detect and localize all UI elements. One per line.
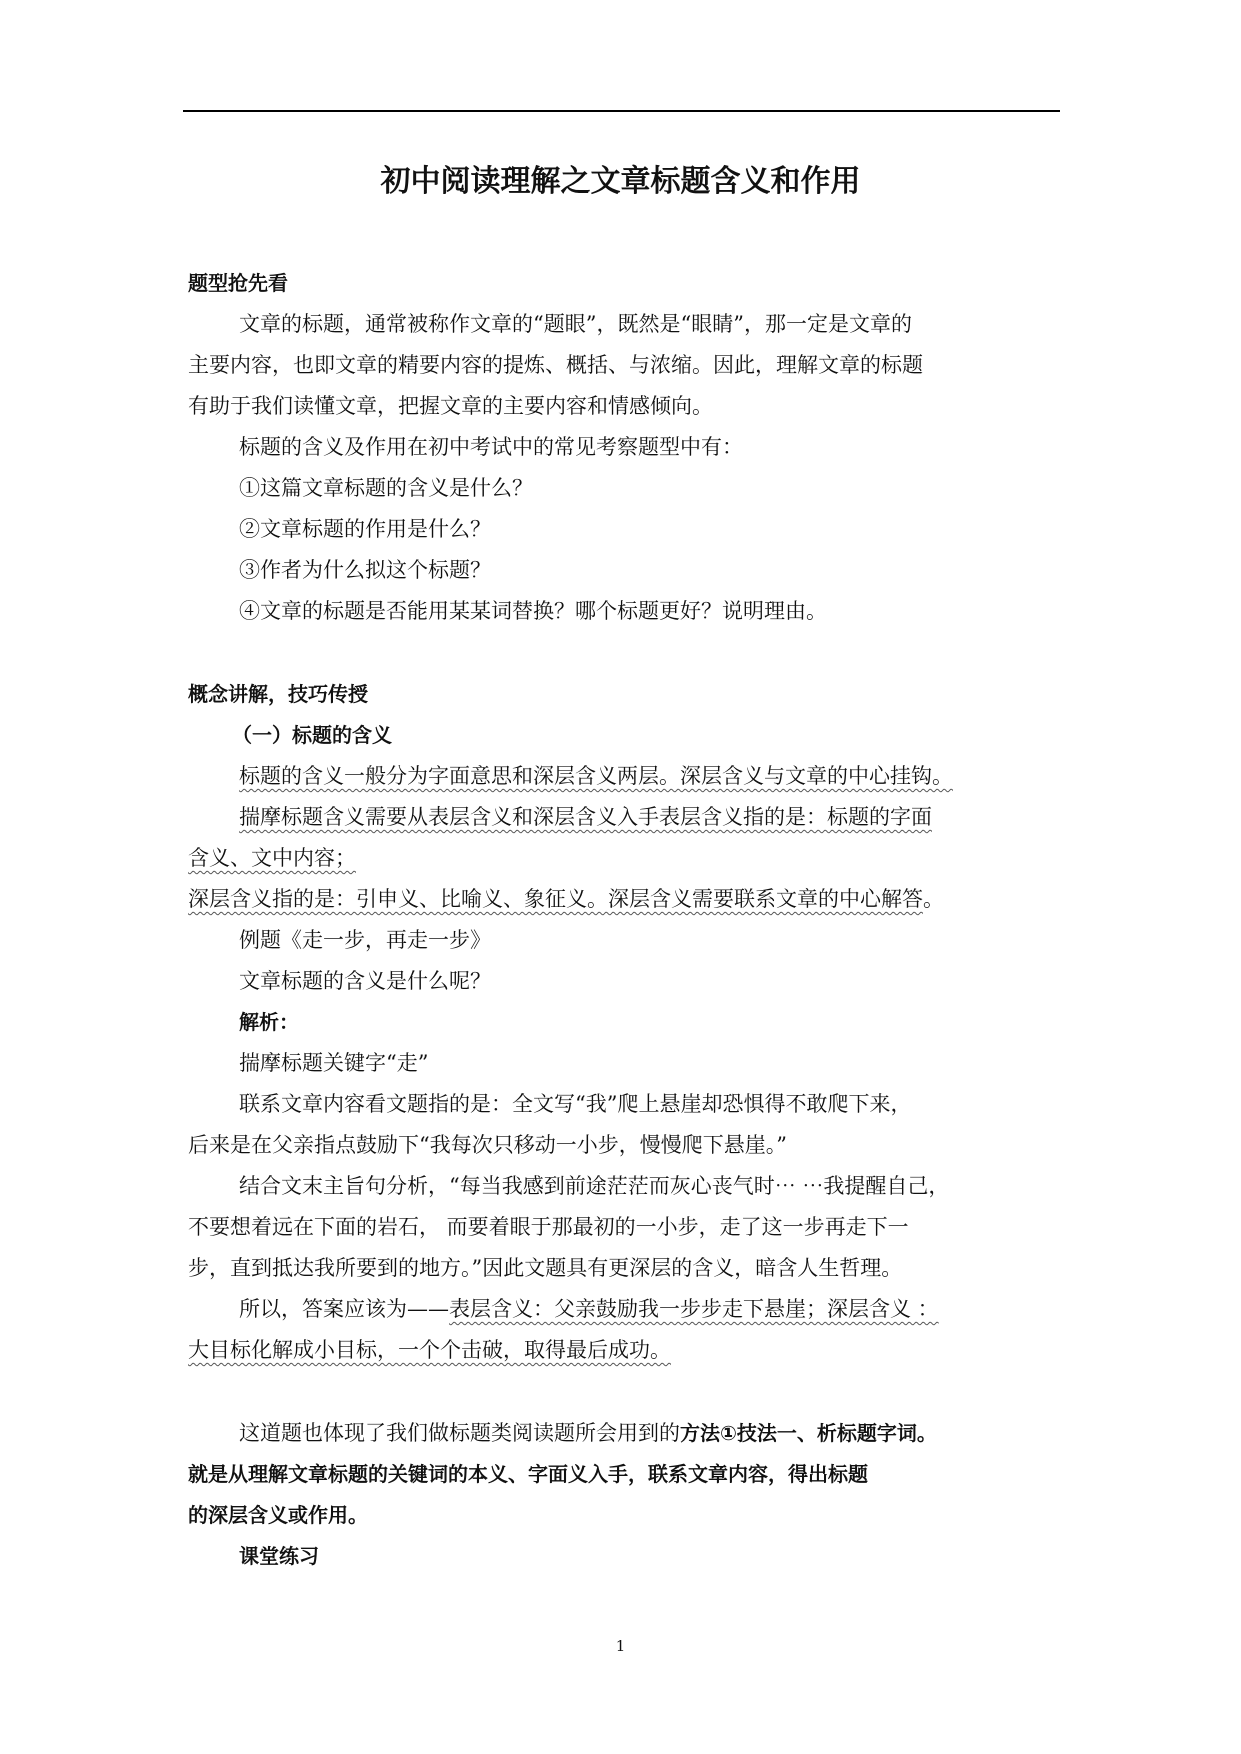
paragraph-line: 文章的标题，通常被称作文章的“题眼”，既然是“眼睛”，那一定是文章的 xyxy=(239,312,912,336)
paragraph-line: 主要内容，也即文章的精要内容的提炼、概括、与浓缩。因此，理解文章的标题 xyxy=(188,353,923,377)
paragraph-line xyxy=(188,837,356,879)
answer-underlined: 表层含义：父亲鼓励我一步步走下悬崖；深层含义 ： xyxy=(449,1297,939,1321)
paragraph-line: 后来是在父亲指点鼓励下“我每次只移动一小步，慢慢爬下悬崖。” xyxy=(188,1133,787,1157)
question-item: ④文章的标题是否能用某某词替换？哪个标题更好？说明理由。 xyxy=(239,599,827,623)
document-title: 初中阅读理解之文章标题含义和作用 xyxy=(380,164,861,199)
method-prefix: 这道题也体现了我们做标题类阅读题所会用到的 xyxy=(239,1421,680,1445)
paragraph-line: 有助于我们读懂文章，把握文章的主要内容和情感倾向。 xyxy=(188,394,713,418)
page-number: 1 xyxy=(615,1637,626,1655)
section-heading-concepts: 概念讲解，技巧传授 xyxy=(188,682,368,706)
method-bold: 方法①技法一、析标题字词。 xyxy=(680,1421,937,1445)
underlined-text: 揣摩标题含义需要从表层含义和深层含义入手表层含义指的是：标题的字面 xyxy=(239,805,932,829)
answer-underlined: 大目标化解成小目标，一个个击破，取得最后成功。 xyxy=(188,1338,671,1362)
paragraph-line: 标题的含义及作用在初中考试中的常见考察题型中有： xyxy=(239,435,743,459)
example-title: 例题《走一步，再走一步》 xyxy=(239,928,491,952)
method-line xyxy=(239,1412,937,1454)
underlined-text: 标题的含义一般分为字面意思和深层含义两层。深层含义与文章的中心挂钩。 xyxy=(239,764,953,788)
paragraph-line xyxy=(188,878,944,920)
paragraph-line: 不要想着远在下面的岩石， 而要着眼于那最初的一小步，走了这一步再走下一 xyxy=(188,1215,909,1239)
underlined-text: 深层含义指的是：引申义、比喻义、象征义。深层含义需要联系文章的中心解答 xyxy=(188,887,923,911)
answer-prefix: 所以，答案应该为—— xyxy=(239,1297,449,1321)
paragraph-line xyxy=(239,755,953,797)
answer-line xyxy=(188,1329,671,1371)
underlined-text: 含义、文中内容； xyxy=(188,846,356,870)
section-heading-preview: 题型抢先看 xyxy=(188,271,288,295)
method-line: 就是从理解文章标题的关键词的本义、字面义入手，联系文章内容，得出标题 xyxy=(188,1462,868,1486)
paragraph-line xyxy=(239,796,932,838)
paragraph-line: 结合文末主旨句分析，“每当我感到前途茫茫而灰心丧气时⋯ ⋯我提醒自己， xyxy=(239,1174,950,1198)
question-item: ③作者为什么拟这个标题？ xyxy=(239,558,491,582)
paragraph-line: 步，直到抵达我所要到的地方。”因此文题具有更深层的含义，暗含人生哲理。 xyxy=(188,1256,903,1280)
example-question: 文章标题的含义是什么呢？ xyxy=(239,969,491,993)
method-line: 的深层含义或作用。 xyxy=(188,1503,368,1527)
paragraph-line: 揣摩标题关键字“走” xyxy=(239,1051,429,1075)
question-item: ①这篇文章标题的含义是什么？ xyxy=(239,476,533,500)
practice-heading: 课堂练习 xyxy=(239,1544,319,1568)
paragraph-line: 联系文章内容看文题指的是：全文写“我”爬上悬崖却恐惧得不敢爬下来， xyxy=(239,1092,912,1116)
period: 。 xyxy=(923,887,944,911)
answer-line xyxy=(239,1288,939,1330)
header-rule xyxy=(183,110,1060,112)
subsection-heading: （一）标题的含义 xyxy=(232,723,392,747)
question-item: ②文章标题的作用是什么？ xyxy=(239,517,491,541)
analysis-label: 解析： xyxy=(239,1010,299,1034)
